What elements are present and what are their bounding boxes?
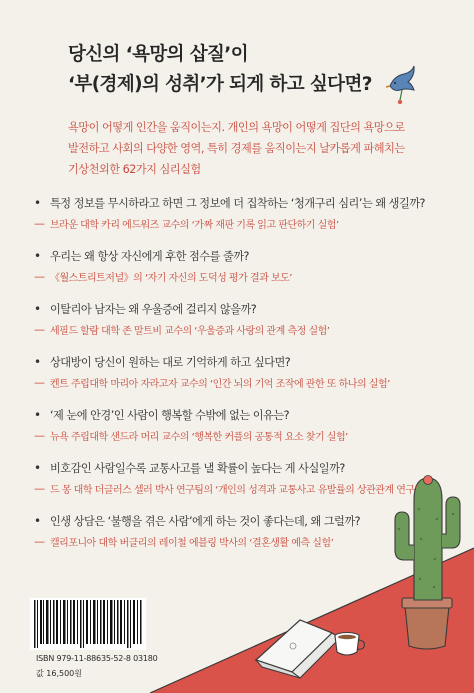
dash-icon: —	[34, 216, 45, 230]
question-item	[34, 247, 292, 285]
barcode	[30, 598, 146, 650]
bird-with-flower-icon	[384, 62, 420, 106]
question-item	[34, 353, 390, 391]
answer-text: 캘리포니아 대학 버클리의 레이철 에블링 박사의 ‘결혼생활 예측 실험’	[50, 537, 334, 549]
answer-text: 뉴욕 주립대학 샌드라 머리 교수의 ‘행복한 커플의 공통적 요소 찾기 실험’	[50, 431, 348, 443]
barcode-bars	[32, 600, 144, 648]
question-text: 우리는 왜 항상 자신에게 후한 점수를 줄까?	[50, 250, 249, 263]
bullet-icon: •	[34, 302, 42, 316]
answer-text: 《월스트리트저널》의 ‘자기 자신의 도덕성 평가 결과 보도’	[50, 272, 292, 284]
intro-line: 기상천외한 62가지 심리실험	[68, 163, 201, 176]
question-text: 비호감인 사람일수록 교통사고를 낼 확률이 높다는 게 사실일까?	[50, 462, 345, 475]
price-text: 값 16,500원	[36, 669, 82, 678]
answer-text: 브라운 대학 카리 에드워즈 교수의 ‘가짜 재판 기록 읽고 판단하기 실험’	[50, 219, 339, 231]
headline-line-1: 당신의 ‘욕망의 삽질’이	[68, 44, 248, 65]
isbn-text: ISBN 979-11-88635-52-8 03180	[36, 654, 158, 663]
bullet-icon: •	[34, 355, 42, 369]
question-text: ‘제 눈에 안경’인 사람이 행복할 수밖에 없는 이유는?	[50, 409, 290, 422]
answer-text: 드 몽 대학 더글러스 셀러 박사 연구팀의 ‘개인의 성격과 교통사고 유발률의 상관관계 연구’	[50, 484, 418, 496]
bullet-icon: •	[34, 514, 42, 528]
dash-icon: —	[34, 375, 45, 389]
bullet-icon: •	[34, 408, 42, 422]
headline	[68, 40, 372, 100]
question-item	[34, 300, 329, 338]
question-item	[34, 459, 417, 497]
headline-line-2: ‘부(경제)의 성취’가 되게 하고 싶다면?	[68, 74, 372, 95]
question-text: 상대방이 당신이 원하는 대로 기억하게 하고 싶다면?	[50, 356, 291, 369]
dash-icon: —	[34, 322, 45, 336]
answer-text: 켄트 주립대학 마리아 자라고자 교수의 ‘인간 뇌의 기억 조작에 관한 또 하나의 실험’	[50, 378, 390, 390]
intro-line: 발전하고 사회의 다양한 영역, 특히 경제를 움직이는지 날카롭게 파헤치는	[68, 142, 405, 155]
intro-paragraph	[68, 117, 405, 180]
bullet-icon: •	[34, 196, 42, 210]
bullet-icon: •	[34, 461, 42, 475]
question-item	[34, 194, 425, 232]
question-item	[34, 406, 348, 444]
intro-line: 욕망이 어떻게 인간을 움직이는지. 개인의 욕망이 어떻게 집단의 욕망으로	[68, 121, 405, 134]
dash-icon: —	[34, 269, 45, 283]
bullet-icon: •	[34, 249, 42, 263]
dash-icon: —	[34, 534, 45, 548]
question-text: 이탈리아 남자는 왜 우울증에 걸리지 않을까?	[50, 303, 257, 316]
answer-text: 세필드 할람 대학 존 말트비 교수의 ‘우울증과 사랑의 관계 측정 실험’	[50, 325, 330, 337]
question-text: 특정 정보를 무시하라고 하면 그 정보에 더 집착하는 ‘청개구리 심리’는 왜 생길까?	[50, 197, 425, 210]
dash-icon: —	[34, 481, 45, 495]
dash-icon: —	[34, 428, 45, 442]
question-item	[34, 512, 360, 550]
question-text: 인생 상담은 ‘불행을 겪은 사람’에게 하는 것이 좋다는데, 왜 그럴까?	[50, 515, 361, 528]
